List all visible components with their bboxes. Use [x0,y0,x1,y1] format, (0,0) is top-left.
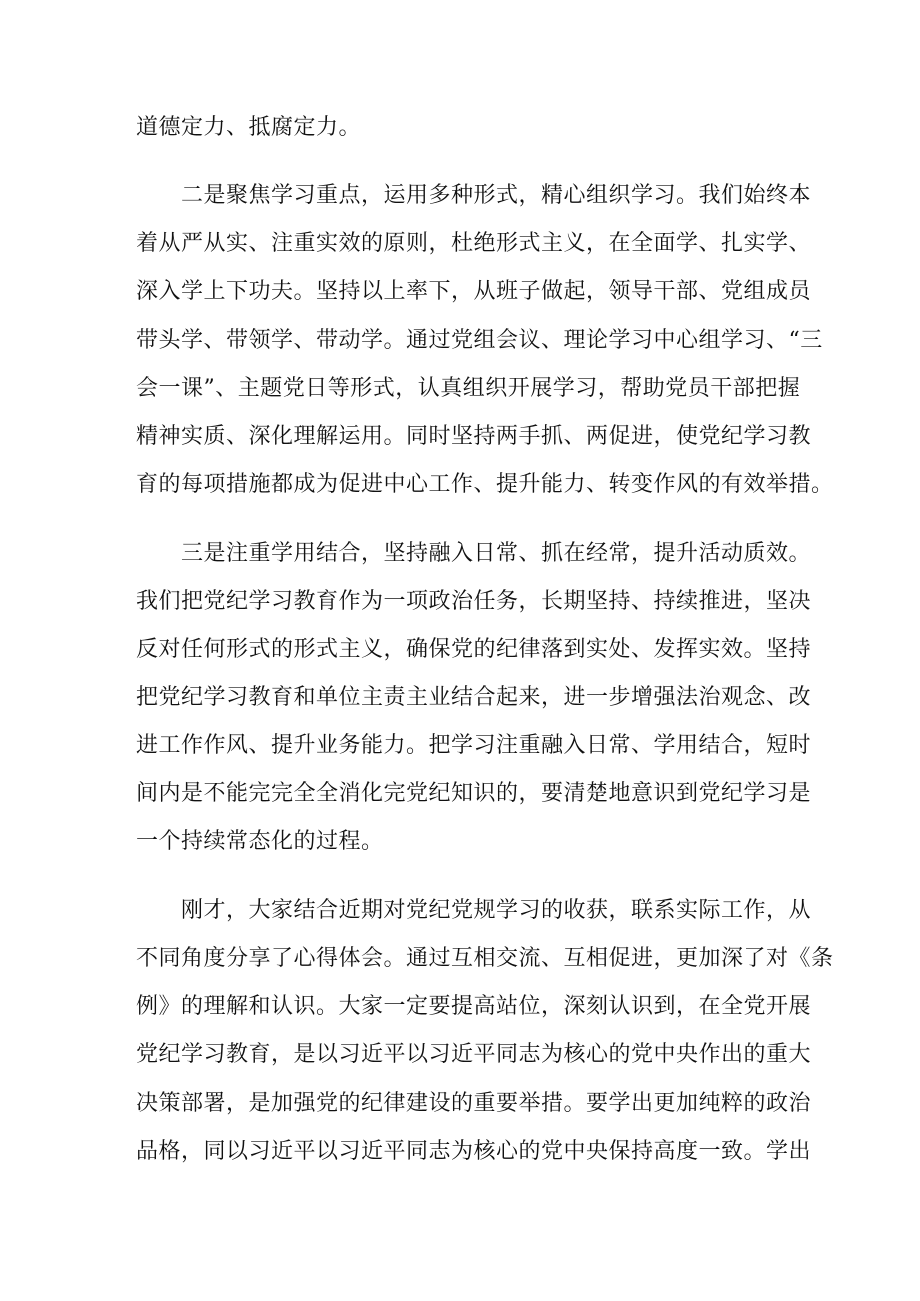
paragraph-3-line-6: 间内是不能完完全全消化完党纪知识的，要清楚地意识到党纪学习是 [136,781,812,806]
paragraph-3-line-7: 一个持续常态化的过程。 [136,829,384,854]
paragraph-4-line-3: 例》的理解和认识。大家一定要提高站位，深刻认识到，在全党开展 [136,994,812,1019]
paragraph-2-line-1: 二是聚焦学习重点，运用多种形式，精心组织学习。我们始终本 [181,183,812,208]
paragraph-2-line-2: 着从严从实、注重实效的原则，杜绝形式主义，在全面学、扎实学、 [136,231,812,256]
paragraph-3-line-4: 把党纪学习教育和单位主责主业结合起来，进一步增强法治观念、改 [136,685,812,710]
paragraph-1-line-1: 道德定力、抵腐定力。 [136,115,362,140]
paragraph-3-line-3: 反对任何形式的形式主义，确保党的纪律落到实处、发挥实效。坚持 [136,637,812,662]
paragraph-3-line-1: 三是注重学用结合，坚持融入日常、抓在经常，提升活动质效。 [181,541,812,566]
paragraph-2-line-4: 带头学、带领学、带动学。通过党组会议、理论学习中心组学习、“三 [136,328,823,353]
paragraph-2-line-6: 精神实质、深化理解运用。同时坚持两手抓、两促进，使党纪学习教 [136,424,812,449]
paragraph-4-line-1: 刚才，大家结合近期对党纪党规学习的收获，联系实际工作，从 [181,898,812,923]
paragraph-3-line-5: 进工作作风、提升业务能力。把学习注重融入日常、学用结合，短时 [136,733,812,758]
paragraph-4-line-2: 不同角度分享了心得体会。通过互相交流、互相促进，更加深了对《条 [136,946,834,971]
paragraph-2-line-7: 育的每项措施都成为促进中心工作、提升能力、转变作风的有效举措。 [136,472,834,497]
paragraph-4-line-6: 品格，同以习近平以习近平同志为核心的党中央保持高度一致。学出 [136,1139,812,1164]
paragraph-2-line-3: 深入学上下功夫。坚持以上率下，从班子做起，领导干部、党组成员 [136,279,812,304]
paragraph-4-line-4: 党纪学习教育，是以习近平以习近平同志为核心的党中央作出的重大 [136,1042,812,1067]
paragraph-2-line-5: 会一课”、主题党日等形式，认真组织开展学习，帮助党员干部把握 [136,376,801,401]
paragraph-3-line-2: 我们把党纪学习教育作为一项政治任务，长期坚持、持续推进，坚决 [136,589,812,614]
paragraph-4-line-5: 决策部署，是加强党的纪律建设的重要举措。要学出更加纯粹的政治 [136,1091,812,1116]
